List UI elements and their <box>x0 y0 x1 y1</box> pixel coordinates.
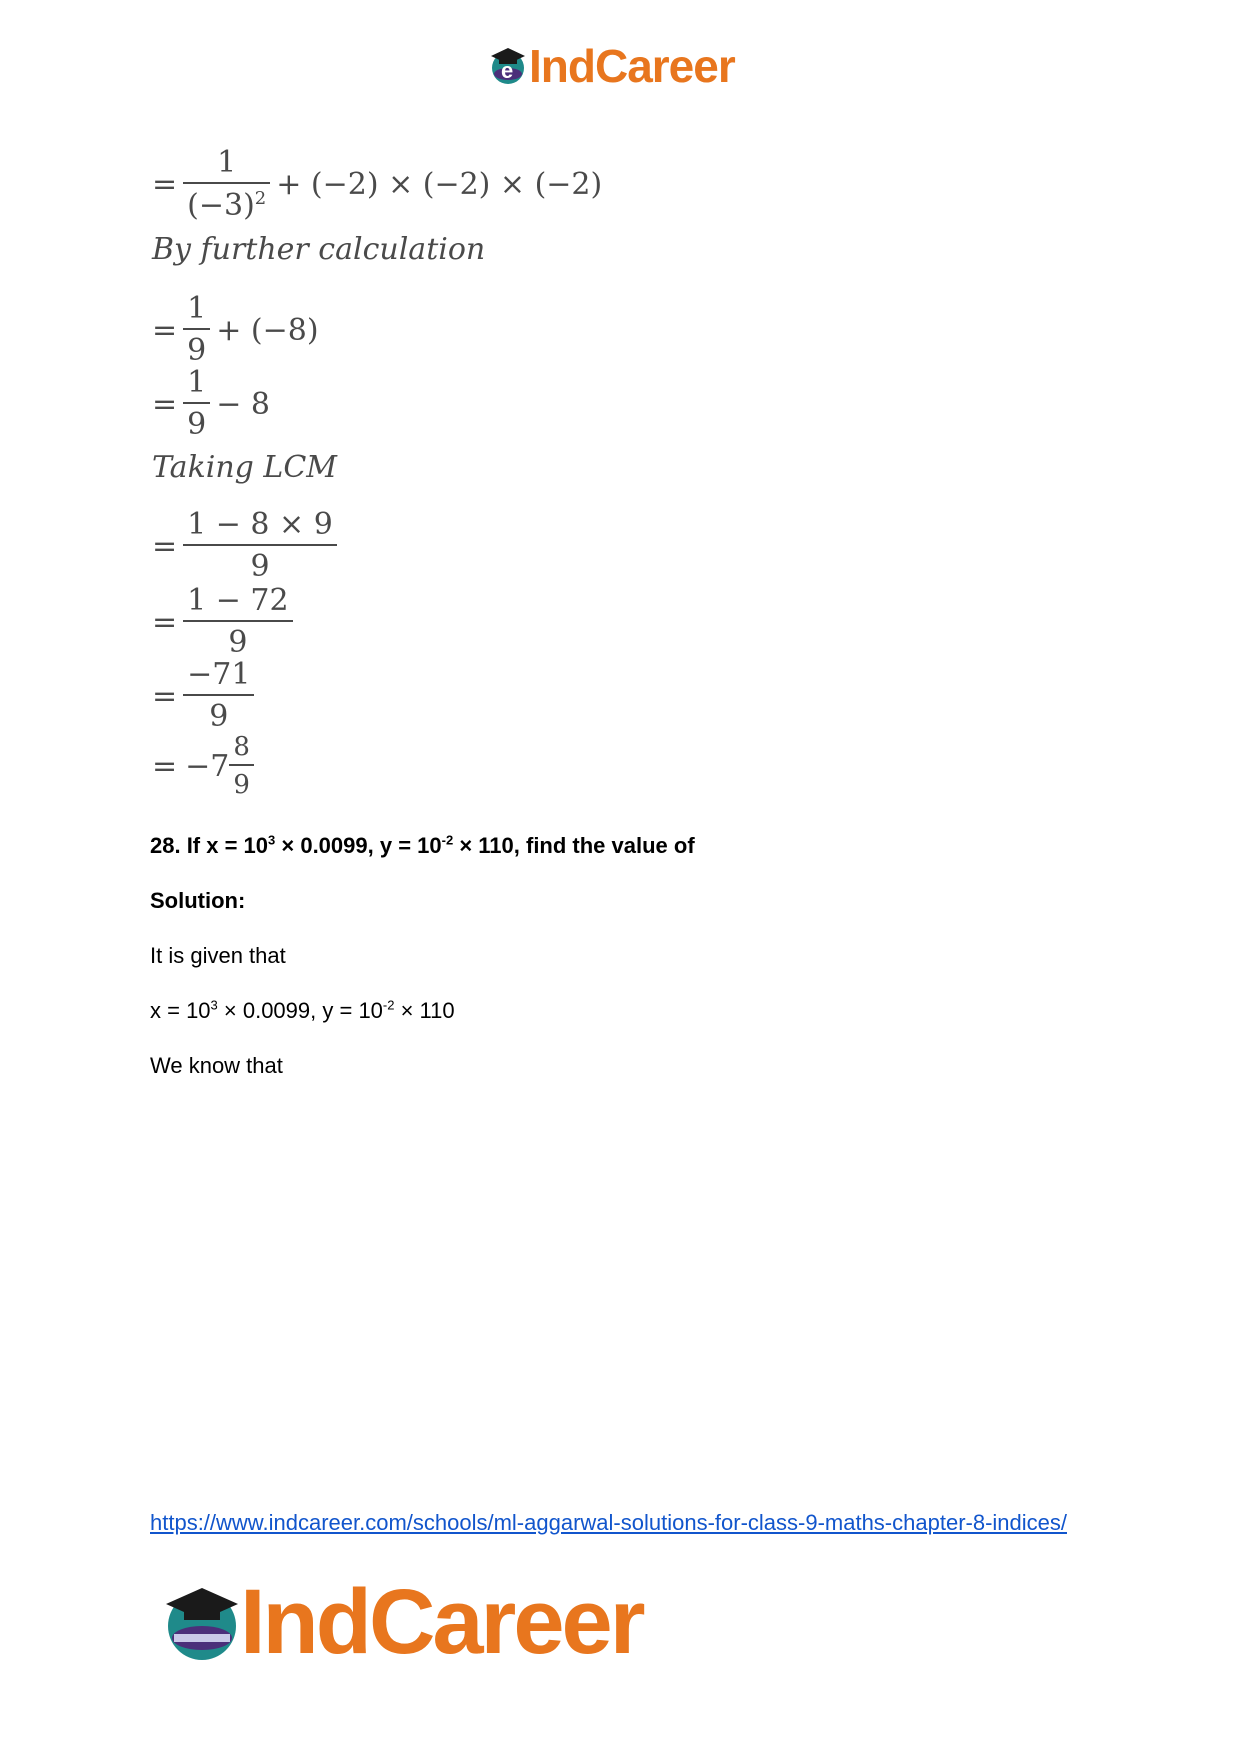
note-text: By further calculation <box>152 232 486 267</box>
math-line-5 <box>152 583 299 660</box>
footer-logo <box>160 1571 700 1673</box>
denominator: 9 <box>183 694 254 732</box>
numerator: −71 <box>187 657 251 692</box>
denominator: 9 <box>183 544 337 582</box>
question-28 <box>150 832 695 860</box>
graduation-cap-globe-icon <box>487 44 529 86</box>
given-text: × 0.0099, y = 10 <box>217 998 383 1023</box>
fraction <box>183 291 210 368</box>
fraction <box>183 657 254 734</box>
expression-rest: + (−2) × (−2) × (−2) <box>276 167 603 202</box>
header-logo <box>487 40 767 92</box>
equals-sign: = <box>152 167 178 202</box>
given-values <box>150 997 455 1025</box>
footer-source-link[interactable]: https://www.indcareer.com/schools/ml-aggarwal-solutions-for-class-9-maths-chapter-8-indices/ <box>150 1510 1067 1535</box>
math-line-7 <box>152 734 260 798</box>
denominator: 9 <box>183 402 210 440</box>
expression-rest: + (−8) <box>216 312 319 348</box>
graduation-cap-globe-icon <box>160 1580 244 1664</box>
denominator: 9 <box>183 620 292 658</box>
exponent: 2 <box>254 188 267 209</box>
equals-sign: = <box>152 604 178 640</box>
denominator: 9 <box>229 764 254 798</box>
math-line-1 <box>152 145 603 223</box>
fraction <box>229 734 254 798</box>
math-line-2 <box>152 291 319 368</box>
given-text: × 110 <box>394 998 455 1023</box>
logo-text: IndCareer <box>240 1571 643 1673</box>
numerator: 1 <box>187 365 207 400</box>
numerator: 1 <box>217 145 237 180</box>
math-line-6 <box>152 657 260 734</box>
given-text: x = 10 <box>150 998 211 1023</box>
math-note-further-calculation <box>152 232 485 267</box>
exponent: -2 <box>441 832 454 848</box>
question-text: 28. If x = 10 <box>150 833 269 858</box>
equals-sign: = <box>152 312 178 348</box>
math-note-taking-lcm <box>152 450 337 485</box>
solution-label: Solution: <box>150 888 246 913</box>
equals-sign: = <box>152 386 178 422</box>
fraction <box>183 145 270 223</box>
numerator: 1 <box>187 291 207 326</box>
fraction <box>183 507 337 584</box>
exponent: -2 <box>382 997 395 1013</box>
we-know-that: We know that <box>150 1053 283 1078</box>
denominator-base: (−3) <box>187 188 255 223</box>
expression-rest: − 8 <box>216 386 270 422</box>
note-text: Taking LCM <box>152 450 337 485</box>
question-text: × 0.0099, y = 10 <box>275 833 442 858</box>
denominator <box>183 182 270 221</box>
exponent: 3 <box>268 832 276 848</box>
equals-sign: = <box>152 528 178 564</box>
numerator: 1 − 72 <box>187 583 289 618</box>
svg-text:e: e <box>501 58 514 83</box>
denominator: 9 <box>183 328 210 366</box>
given-intro: It is given that <box>150 943 286 968</box>
question-text: × 110, find the value of <box>453 833 695 858</box>
numerator: 1 − 8 × 9 <box>187 507 333 542</box>
fraction <box>183 583 292 660</box>
equals-sign: = <box>152 678 178 714</box>
numerator: 8 <box>233 732 250 762</box>
logo-text: IndCareer <box>529 40 735 92</box>
fraction <box>183 365 210 442</box>
exponent: 3 <box>210 997 218 1013</box>
whole-part: −7 <box>185 748 230 784</box>
math-line-4 <box>152 507 343 584</box>
math-line-3 <box>152 365 270 442</box>
equals-sign: = <box>152 748 178 784</box>
